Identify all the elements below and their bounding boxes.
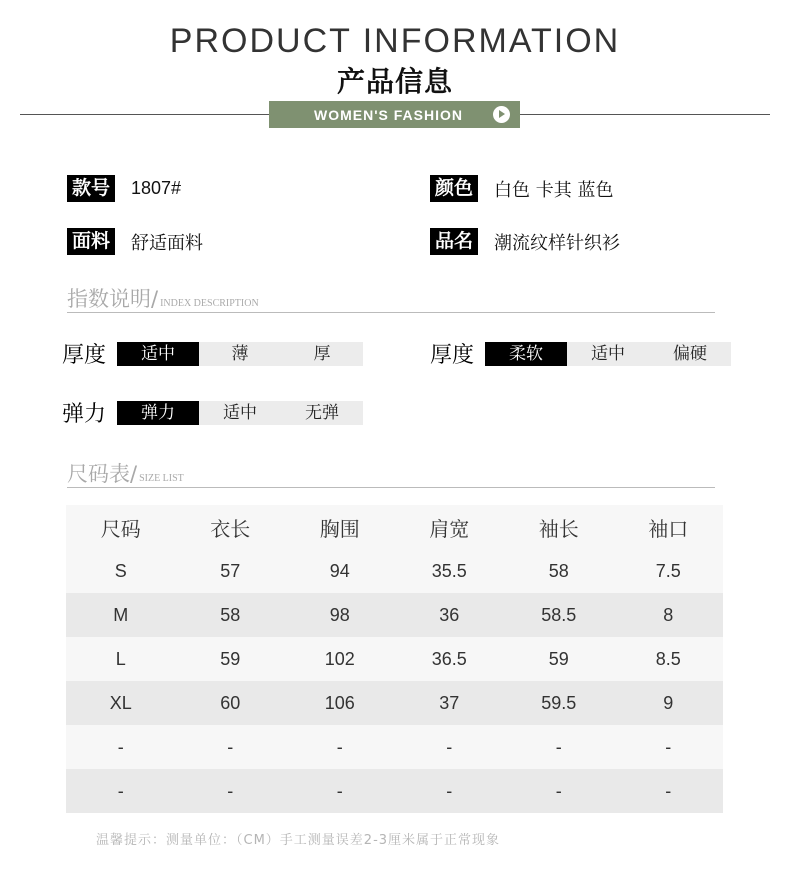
header-bust: 胸围 xyxy=(319,516,360,541)
table-cell: - xyxy=(446,736,453,757)
thickness-option-thin: 薄 xyxy=(231,343,249,364)
table-cell: - xyxy=(555,780,562,801)
table-cell: 94 xyxy=(329,560,350,581)
table-cell: 9 xyxy=(663,692,674,713)
info-name xyxy=(430,228,620,255)
name-value: 潮流纹样针织衫 xyxy=(494,232,621,254)
table-cell: 59 xyxy=(548,648,569,669)
table-cell: 36 xyxy=(439,604,460,625)
table-row xyxy=(66,681,723,725)
table-cell: - xyxy=(665,736,672,757)
table-cell: - xyxy=(117,736,124,757)
header-cuff: 袖口 xyxy=(648,516,689,541)
table-cell: XL xyxy=(109,692,132,713)
thickness-option-thick: 厚 xyxy=(313,343,331,364)
table-cell: - xyxy=(336,736,343,757)
elasticity-option-stretch: 弹力 xyxy=(117,401,199,425)
table-cell: 102 xyxy=(324,648,355,669)
table-cell: S xyxy=(114,560,127,581)
elasticity-option-none: 无弹 xyxy=(305,402,339,423)
color-value: 白色 卡其 蓝色 xyxy=(494,179,614,201)
info-color xyxy=(430,175,613,202)
table-cell: 7.5 xyxy=(655,560,681,581)
table-row xyxy=(66,549,723,593)
info-style-no xyxy=(67,175,181,202)
size-title-cn: 尺码表/ xyxy=(67,462,138,486)
table-cell: 59 xyxy=(220,648,241,669)
table-cell: 58 xyxy=(548,560,569,581)
table-cell: - xyxy=(555,736,562,757)
table-cell: 59.5 xyxy=(541,692,577,713)
table-row xyxy=(66,725,723,769)
header-size: 尺码 xyxy=(100,516,141,541)
index-section-title xyxy=(67,283,259,313)
thickness-option-medium: 适中 xyxy=(117,342,199,366)
category-banner xyxy=(269,101,520,128)
name-tag: 品名 xyxy=(430,228,478,255)
table-cell: M xyxy=(113,604,129,625)
table-cell: - xyxy=(227,780,234,801)
elasticity-scale xyxy=(62,397,363,428)
header-length: 衣长 xyxy=(210,516,251,541)
table-cell: 98 xyxy=(329,604,350,625)
play-circle-icon xyxy=(493,106,510,123)
color-tag: 颜色 xyxy=(430,175,478,202)
table-cell: - xyxy=(227,736,234,757)
table-cell: - xyxy=(665,780,672,801)
table-cell: - xyxy=(446,780,453,801)
page-title-cn: 产品信息 xyxy=(336,65,453,98)
info-fabric xyxy=(67,228,203,255)
table-cell: 60 xyxy=(220,692,241,713)
measurement-note: 温馨提示：测量单位：（CM）手工测量误差2-3厘米属于正常现象 xyxy=(96,833,501,848)
fabric-tag: 面料 xyxy=(67,228,115,255)
size-section-title xyxy=(67,458,184,488)
table-cell: L xyxy=(115,648,126,669)
thickness-scale xyxy=(62,338,363,369)
table-cell: 58.5 xyxy=(541,604,577,625)
table-cell: 8.5 xyxy=(655,648,681,669)
table-cell: 36.5 xyxy=(431,648,467,669)
page-title-en: PRODUCT INFORMATION xyxy=(169,22,621,60)
thickness-options xyxy=(117,342,363,366)
softness-option-hard: 偏硬 xyxy=(673,343,707,364)
table-cell: 57 xyxy=(220,560,241,581)
table-cell: 106 xyxy=(324,692,355,713)
index-title-cn: 指数说明/ xyxy=(67,287,159,311)
elasticity-options xyxy=(117,401,363,425)
index-divider xyxy=(67,312,715,313)
thickness-label: 厚度 xyxy=(62,343,107,368)
fabric-value: 舒适面料 xyxy=(131,232,204,254)
index-title-en: INDEX DESCRIPTION xyxy=(160,298,259,309)
size-table xyxy=(66,505,723,813)
elasticity-option-medium: 适中 xyxy=(223,402,257,423)
style-no-tag: 款号 xyxy=(67,175,115,202)
table-row xyxy=(66,593,723,637)
size-title-en: SIZE LIST xyxy=(139,473,184,484)
style-no-value: 1807# xyxy=(131,178,182,198)
table-row xyxy=(66,769,723,813)
softness-option-soft: 柔软 xyxy=(485,342,567,366)
table-cell: - xyxy=(117,780,124,801)
softness-label: 厚度 xyxy=(430,343,475,368)
banner-label: WOMEN'S FASHION xyxy=(314,106,463,123)
elasticity-label: 弹力 xyxy=(62,402,107,427)
softness-options xyxy=(485,342,731,366)
size-divider xyxy=(67,487,715,488)
header-shoulder: 肩宽 xyxy=(429,516,470,541)
table-cell: - xyxy=(336,780,343,801)
table-row xyxy=(66,637,723,681)
table-cell: 8 xyxy=(663,604,674,625)
softness-option-medium: 适中 xyxy=(591,343,625,364)
table-cell: 37 xyxy=(439,692,460,713)
table-cell: 35.5 xyxy=(431,560,467,581)
size-table-header xyxy=(66,505,723,549)
softness-scale xyxy=(430,338,731,369)
table-cell: 58 xyxy=(220,604,241,625)
header-sleeve-length: 袖长 xyxy=(538,516,579,541)
